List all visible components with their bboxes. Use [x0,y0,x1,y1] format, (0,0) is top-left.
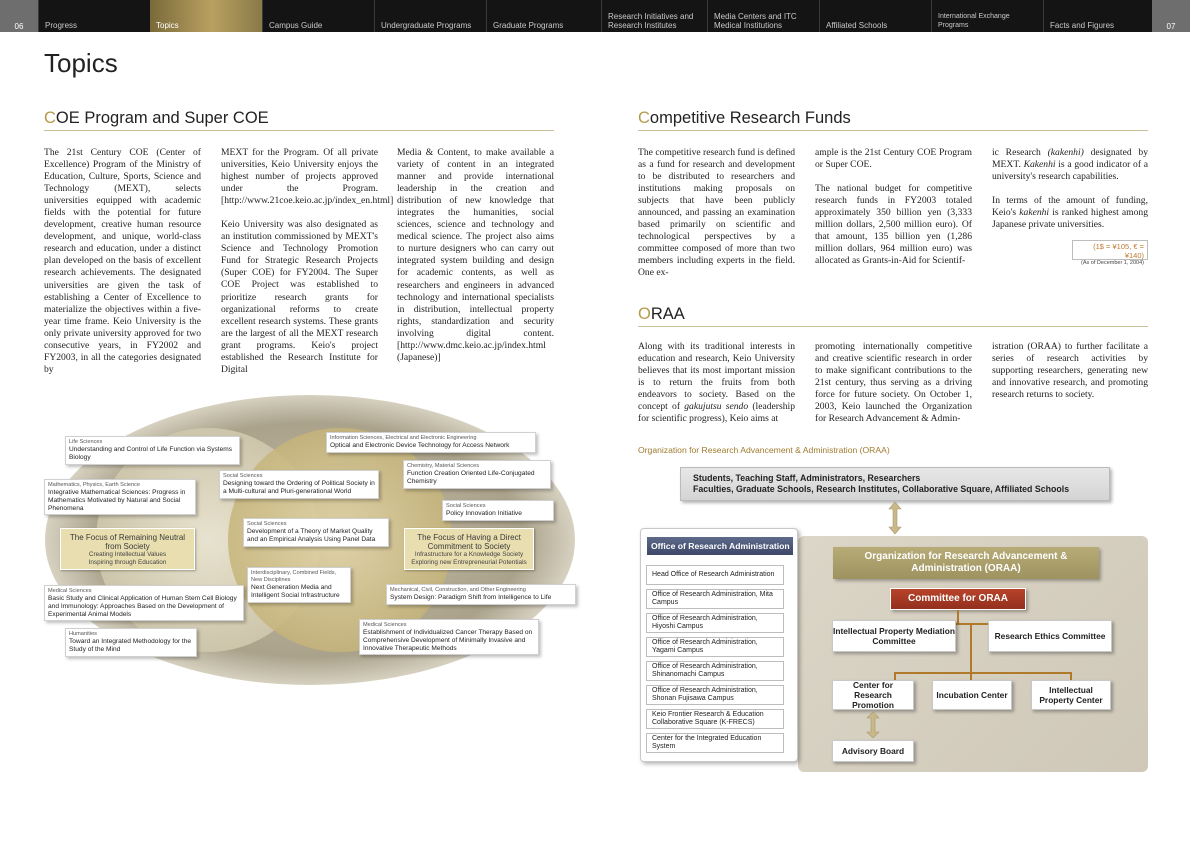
coe-diagram [40,390,580,690]
project-category: Social Sciences [223,473,263,479]
nav-item-facts-figures[interactable]: Facts and Figures [1043,0,1152,32]
text-run: In terms of the amount of funding, Keio's [992,195,1148,219]
coe-column-1: The 21st Century COE (Center of Excellence) Program of the Ministry of Education, Culture, Sports, Science and Technology (MEXT), selects universities equipped with academic fields with the potential for future development, creative human resource development, and unique, world-class research and education, under a distinct plan developed on the basis of excellent research achievements. The designated universities are given the task of establishing a Center of Excellence to materialize the objectives within a five-year time frame. Keio University is the only private university approved for two consecutive years, in FY2002 and FY2003, in all the categories designated by [44,147,201,375]
project-title: Development of a Theory of Market Quality and an Empirical Analysis Using Panel Data [247,528,376,543]
coe-column-2 [221,147,394,376]
top-navigation [0,0,1190,32]
project-box-political-society [219,470,379,499]
funds-column-2b: The national budget for competitive research funds in FY2003 totaled approximately 350 billion yen (3,333 million dollars, 2,500 million euro). Of that amount, 135 billion yen (1,286 million dollars, 964 million euro) was allocated as Grants-in-Aid for Scientif- [815,183,972,267]
connector-line [957,610,959,624]
double-arrow-icon [866,712,880,738]
research-promotion-center-box: Center for Research Promotion [832,680,914,710]
coe-column-3: Media & Content, to make available a variety of content in an integrated manner and provide international leadership in the creation and distribution of new knowledge that integrates the humanities, social sciences, science and technology and medical science. The project also aims to nurture designers who can carry out integrated system building and design for academic contents, as well as researchers and engineers in advanced technology and international specialists in distribution, intellectual property rights, standardization and security involving digital content. [http://www.dmc.keio.ac.jp/index.html (Japanese)] [397,147,554,363]
oraa-column-3: istration (ORAA) to further facilitate a series of research activities by supporting researchers, generating new and innovative research, and promoting research returns to society. [992,341,1148,401]
nav-item-media-centers[interactable]: Media Centers and ITC Medical Institutions [707,0,819,32]
project-box-system-design [386,584,576,605]
text-emphasis: Kakenhi [1023,159,1056,171]
office-item: Office of Research Administration, Hiyoshi Campus [646,613,784,633]
committee-box: Committee for ORAA [890,588,1026,610]
project-category: Medical Sciences [363,622,407,628]
stakeholders-line-2: Faculties, Graduate Schools, Research Institutes, Collaborative Square, Affiliated Schools [693,484,1070,494]
focus-neutral-sub1: Creating Intellectual Values [88,551,167,558]
project-box-next-generation-media [247,567,351,603]
project-box-chemistry [403,460,551,489]
office-panel-title: Office of Research Administration [647,537,793,555]
nav-item-graduate[interactable]: Graduate Programs [486,0,601,32]
project-category: Interdisciplinary, Combined Fields, New Disciplines [251,570,337,583]
coe-heading-text: OE Program and Super COE [55,109,269,127]
project-title: Function Creation Oriented Life-Conjugated Chemistry [407,470,535,485]
org-chart-caption: Organization for Research Advancement & Administration (ORAA) [638,445,890,455]
project-title: Understanding and Control of Life Function via Systems Biology [69,446,233,461]
project-box-humanities [65,628,197,657]
text-run: is a good indicator of a university's research capabilities. [992,159,1148,183]
office-item: Office of Research Administration, Yagami Campus [646,637,784,657]
advisory-board-box: Advisory Board [832,740,914,762]
page-number-right: 07 [1152,0,1190,32]
project-category: Information Sciences, Electrical and Electronic Engineering [330,435,477,441]
connector-line [970,624,972,672]
text-emphasis: (kakenhi) [1047,147,1084,158]
oraa-rule [638,326,1148,327]
project-title: Establishment of Individualized Cancer Therapy Based on Comprehensive Development of Minimally Invasive and Innovative Therapeutic Methods [363,629,533,652]
oraa-heading-text: RAA [650,305,685,323]
office-item: Keio Frontier Research & Education Collaborative Square (K-FRECS) [646,709,784,729]
project-title: Basic Study and Clinical Application of Human Stem Cell Biology and Immunology: Approaches Based on the Development of Experimental Animal Models [48,595,237,618]
stakeholders-line-1: Students, Teaching Staff, Administrators, Researchers [693,473,921,483]
project-category: Social Sciences [446,503,486,509]
oraa-heading [638,304,685,324]
project-category: Medical Sciences [48,588,92,594]
office-item: Center for the Integrated Education System [646,733,784,753]
text-run: ic Research [992,147,1048,158]
project-box-policy-innovation [442,500,554,521]
coe-heading-initial: C [44,109,56,127]
connector-line [894,672,1072,674]
coe-heading [44,108,269,128]
funds-column-1: The competitive research fund is defined as a fund for research and development to be distributed to researchers and institutions making proposals on subjects that have been publicly announced, and passing an examination based primarily on scientific and technological perspectives by a committee composed of more than two members including experts in the field. One ex- [638,147,795,279]
office-item: Head Office of Research Administration [646,565,784,585]
office-item: Office of Research Administration, Mita Campus [646,589,784,609]
ip-mediation-committee-box: Intellectual Property Mediation Committee [832,620,956,652]
funds-column-2 [815,147,972,267]
research-ethics-committee-box: Research Ethics Committee [988,620,1112,652]
project-title: Integrative Mathematical Sciences: Progress in Mathematics Motivated by Natural and Social Phenomena [48,489,186,512]
coe-rule [44,130,554,131]
org-chart [638,462,1150,774]
text-run: designated by MEXT. [992,147,1148,171]
project-box-stem-cell [44,585,244,621]
funds-rule [638,130,1148,131]
project-title: System Design: Paradigm Shift from Intelligence to Life [390,594,552,601]
nav-item-topics[interactable]: Topics [150,0,262,32]
focus-neutral-title: The Focus of Remaining Neutral from Society [69,533,186,551]
project-category: Life Sciences [69,439,103,445]
nav-item-campus-guide[interactable]: Campus Guide [262,0,374,32]
project-box-life-sciences [65,436,240,465]
office-panel [640,528,798,762]
project-category: Mechanical, Civil, Construction, and Other Engineering [390,587,526,593]
coe-column-2b: Keio University was also designated as an institution commissioned by MEXT's Science and Technology Promotion Fund for Strategic Research Projects (Super COE) for FY2004. The Super COE Project was established to prioritize research grants for organizational reforms to create excellent research systems. These grants are the largest of all the MEXT research grant programs. Keio's project established the Research Institute for Digital [221,219,378,375]
connector-line [970,672,972,680]
oraa-heading-initial: O [638,305,651,323]
incubation-center-box: Incubation Center [932,680,1012,710]
focus-commitment-sub1: Infrastructure for a Knowledge Society [414,551,524,558]
text-run: (leadership for scientific progress), Keio aims at [638,401,795,425]
text-emphasis: gakujutsu sendo [684,401,749,413]
exchange-rate-box [1072,240,1148,266]
text-run: Along with its traditional interests in education and research, Keio University believes that its most important mission is to return the fruits from both endeavors to society. Based on the concept of [638,341,795,413]
nav-item-research-initiatives[interactable]: Research Initiatives and Research Institutes [601,0,707,32]
exchange-rate: (1$ = ¥105, € = ¥140) [1093,242,1144,260]
office-item: Office of Research Administration, Shonan Fujisawa Campus [646,685,784,705]
stakeholders-box [680,467,1110,501]
project-box-cancer-therapy [359,619,539,655]
project-title: Designing toward the Ordering of Political Society in a Multi-cultural and Pluri-generational World [223,480,375,495]
page-number-left: 06 [0,0,38,32]
funds-heading-initial: C [638,109,650,127]
ip-center-box: Intellectual Property Center [1031,680,1111,710]
funds-column-2a: ample is the 21st Century COE Program or Super COE. [815,147,972,171]
oraa-column-1 [638,341,795,425]
focus-commitment-title: The Focus of Having a Direct Commitment to Society [417,533,521,551]
project-box-market-quality [243,518,389,547]
nav-item-international-exchange[interactable]: International Exchange Programs [931,0,1043,32]
project-box-mathematics [44,479,196,515]
double-arrow-icon [888,502,902,534]
focus-commitment-box [404,528,534,570]
nav-item-progress[interactable]: Progress [38,0,150,32]
connector-line [1070,672,1072,680]
project-title: Optical and Electronic Device Technology for Access Network [330,442,510,449]
office-item: Office of Research Administration, Shinanomachi Campus [646,661,784,681]
project-title: Policy Innovation Initiative [446,510,522,517]
project-box-information-sciences [326,432,536,453]
funds-heading [638,108,851,128]
nav-item-undergraduate[interactable]: Undergraduate Programs [374,0,486,32]
focus-neutral-box [60,528,195,570]
funds-heading-text: ompetitive Research Funds [649,109,851,127]
focus-commitment-sub2: Exploring new Entrepreneurial Potentials [411,559,527,566]
funds-column-3 [992,147,1148,231]
project-category: Chemistry, Material Sciences [407,463,480,469]
text-emphasis: kakenhi [1019,207,1050,219]
page-title: Topics [44,48,118,78]
project-category: Social Sciences [247,521,287,527]
text-run: is ranked highest among Japanese private universities. [992,207,1149,231]
project-category: Humanities [69,631,97,637]
project-title: Next Generation Media and Intelligent Social Infrastructure [251,584,340,599]
oraa-title-box: Organization for Research Advancement & Administration (ORAA) [833,547,1099,579]
nav-item-affiliated-schools[interactable]: Affiliated Schools [819,0,931,32]
exchange-rate-date: (As of December 1, 2004) [1081,260,1144,266]
connector-line [894,672,896,680]
project-category: Mathematics, Physics, Earth Science [48,482,141,488]
coe-column-2a: MEXT for the Program. Of all private universities, Keio University enjoys the highest number of projects approved under the Program. [http://www.21coe.keio.ac.jp/index_en.html] [221,147,394,207]
project-title: Toward an Integrated Methodology for the Study of the Mind [69,638,192,653]
focus-neutral-sub2: Inspiring through Education [88,559,167,566]
oraa-column-2: promoting internationally competitive and creative scientific research in order to make significant contributions to the 21st century, thus serving as a driving force for future society. On October 1, 2003, Keio launched the Organization for Research Advancement & Admin- [815,341,972,425]
